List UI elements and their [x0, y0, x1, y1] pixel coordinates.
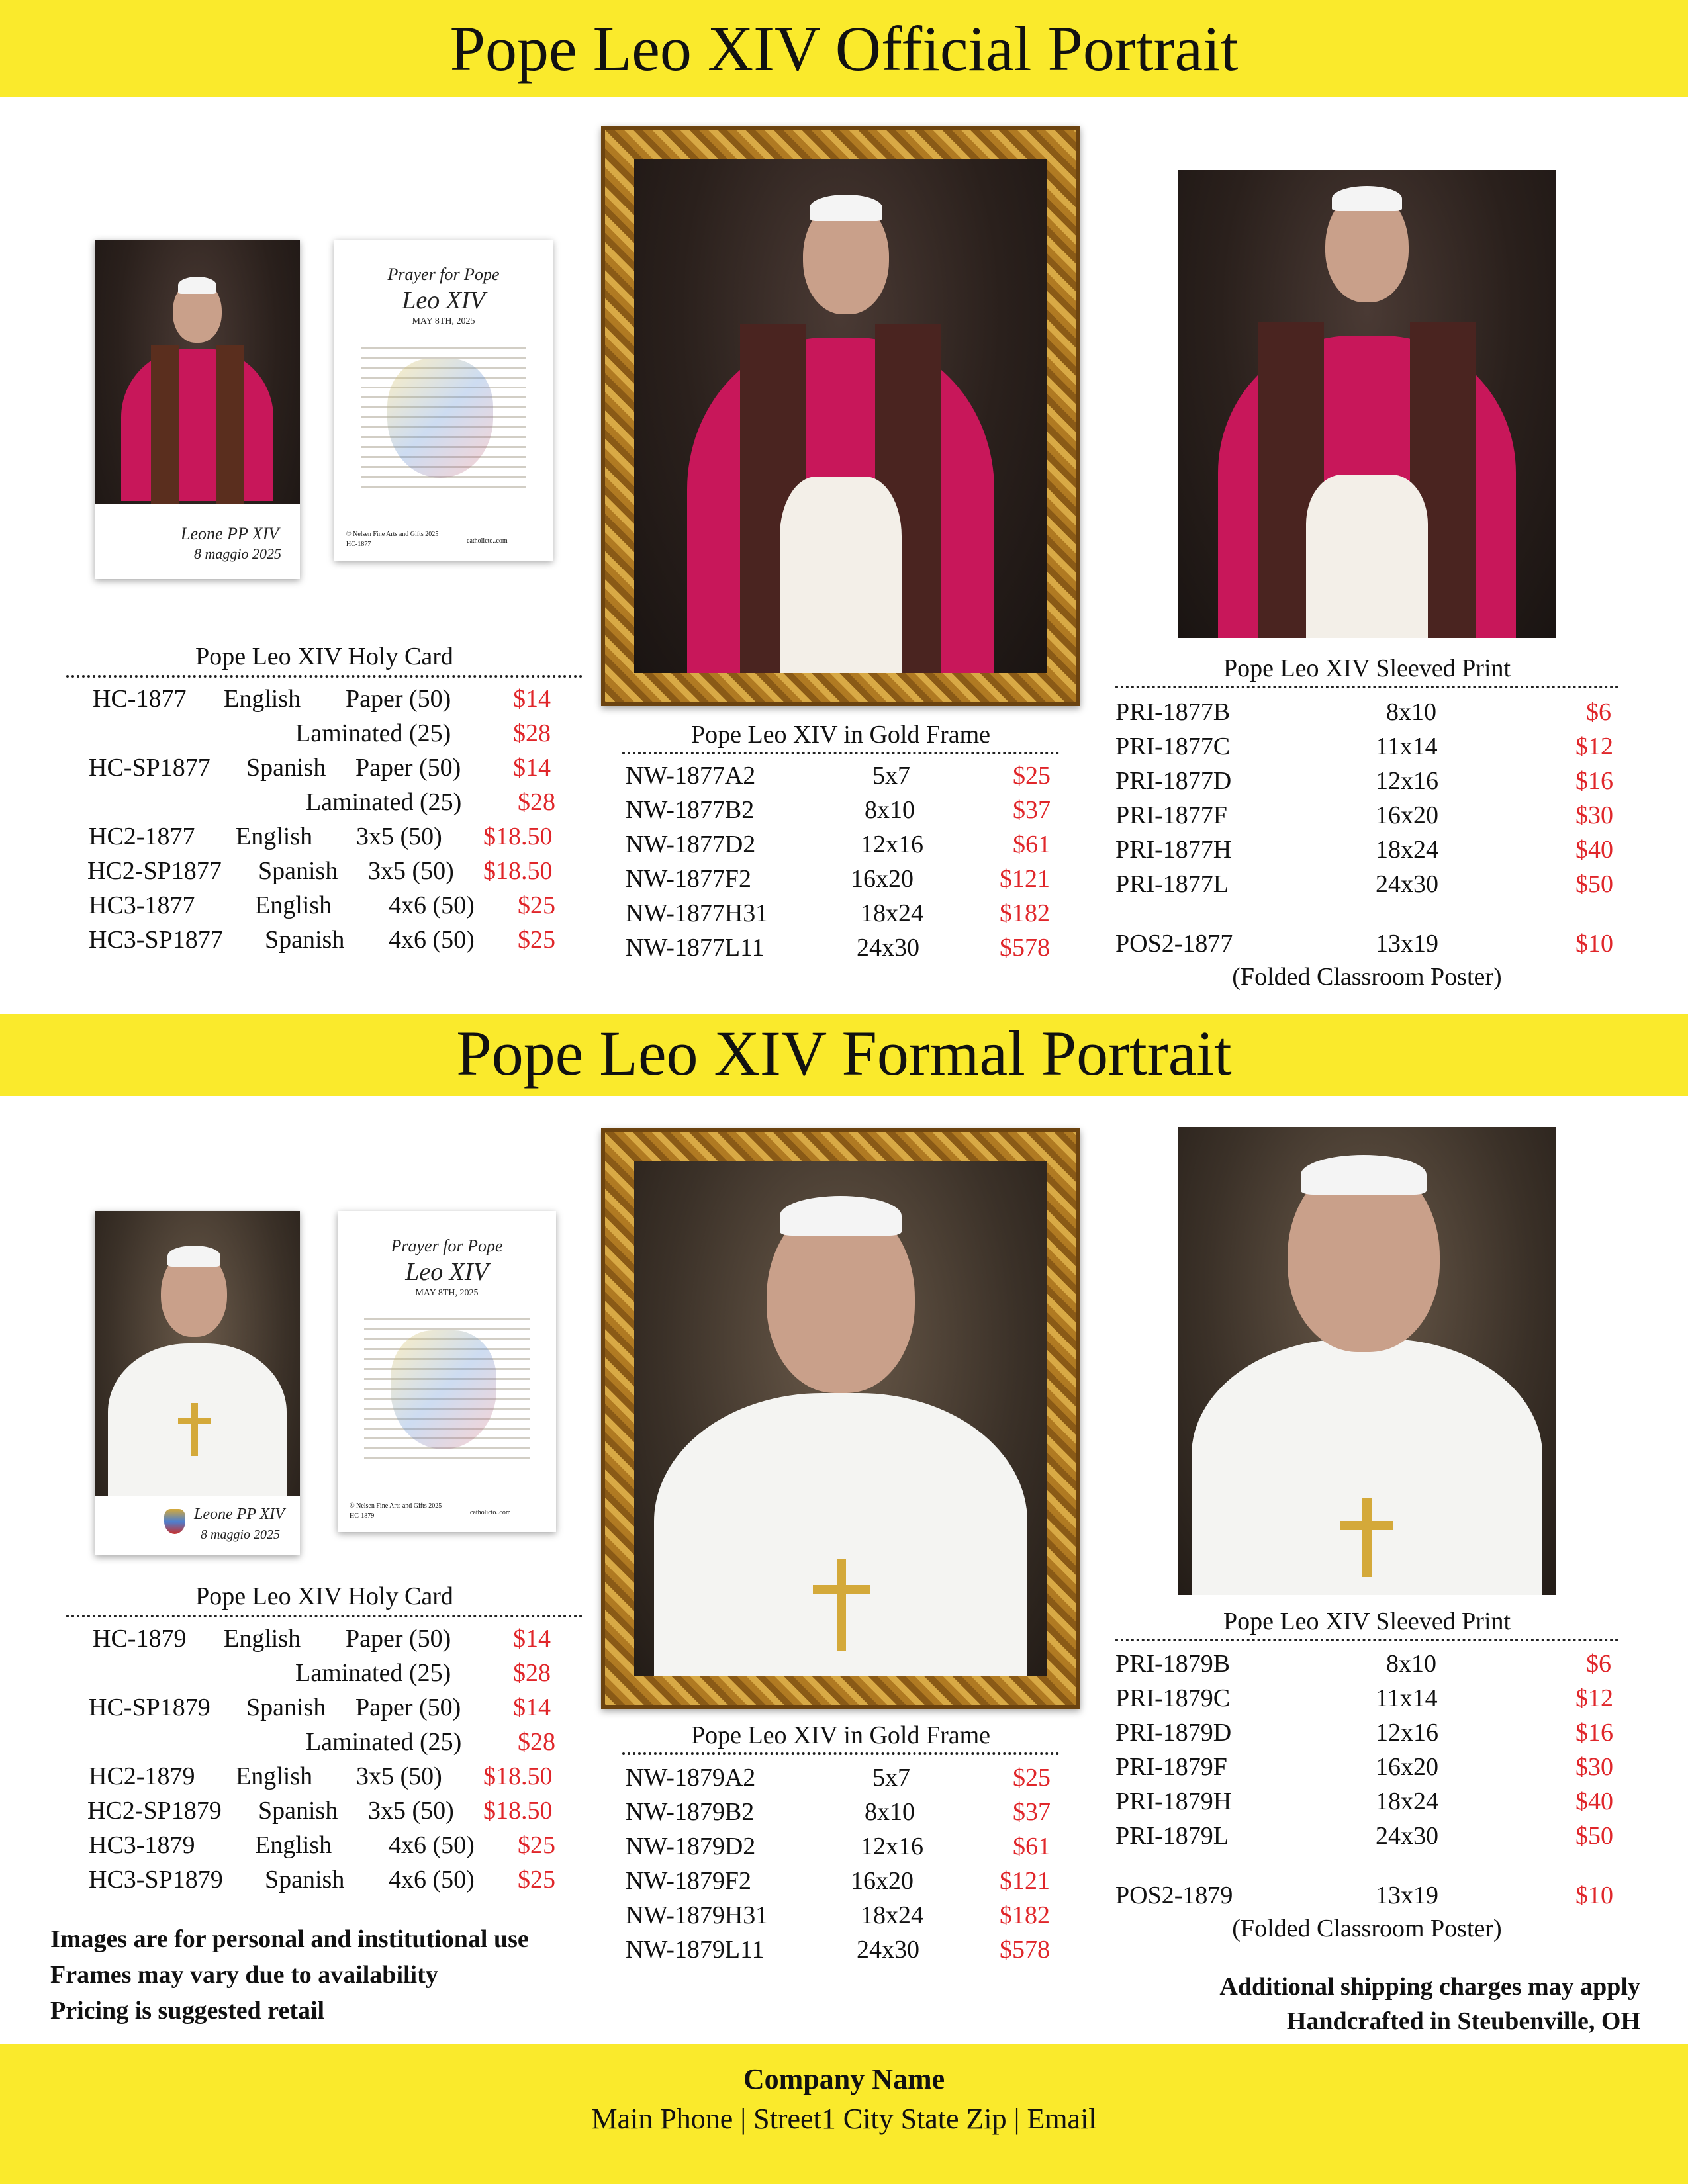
note-pricing: Pricing is suggested retail — [50, 1997, 325, 2025]
card-code: HC-1879 — [350, 1512, 375, 1520]
table-row: PRI-1879D 12x16 $16 — [1115, 1719, 1613, 1747]
sleeved-print-official[interactable] — [1178, 170, 1556, 638]
card-date: MAY 8TH, 2025 — [412, 316, 475, 326]
table-row: HC3-SP1877 Spanish 4x6 (50) $25 — [89, 926, 555, 954]
table-row: HC2-SP1879 Spanish 3x5 (50) $18.50 — [87, 1797, 553, 1825]
card-copyright: © Nelsen Fine Arts and Gifts 2025 — [350, 1502, 442, 1510]
table-row: PRI-1879L 24x30 $50 — [1115, 1822, 1613, 1850]
sleeved-print-formal[interactable] — [1178, 1127, 1556, 1595]
note-shipping: Additional shipping charges may apply — [1219, 1973, 1640, 2001]
table-row: NW-1879B2 8x10 $37 — [626, 1798, 1051, 1826]
card-signature: Leone PP XIV — [181, 524, 279, 543]
table-row: HC-1877 English Paper (50) $14 — [93, 685, 551, 713]
section-title-official: Pope Leo XIV Official Portrait — [449, 13, 1239, 84]
table-row: HC3-SP1879 Spanish 4x6 (50) $25 — [89, 1866, 555, 1893]
table-row: NW-1877B2 8x10 $37 — [626, 796, 1051, 824]
table-divider — [66, 1615, 583, 1617]
table-divider — [1115, 1639, 1618, 1641]
table-row: HC3-1877 English 4x6 (50) $25 — [89, 891, 555, 919]
holy-card-back-official[interactable] — [334, 240, 553, 561]
poster-row: POS2-1879 13x19 $10 — [1115, 1882, 1613, 1909]
footer-contact: Main Phone | Street1 City State Zip | Email — [591, 2103, 1097, 2135]
card-website: catholicto..com — [470, 1509, 511, 1516]
table-row: HC2-SP1877 Spanish 3x5 (50) $18.50 — [87, 857, 553, 885]
card-signature-date: 8 maggio 2025 — [194, 545, 281, 562]
note-personal-use: Images are for personal and institutional use — [50, 1925, 529, 1953]
table-row: PRI-1877B 8x10 $6 — [1115, 698, 1611, 726]
table-row: HC2-1877 English 3x5 (50) $18.50 — [89, 823, 553, 850]
note-handcrafted: Handcrafted in Steubenville, OH — [1286, 2007, 1640, 2035]
table-row: Laminated (25) $28 — [306, 1728, 555, 1756]
coat-of-arms-icon — [164, 1509, 185, 1534]
table-row: NW-1879D2 12x16 $61 — [626, 1833, 1051, 1860]
holy-card-front-official[interactable] — [95, 240, 300, 579]
table-divider — [1115, 686, 1618, 688]
footer-company-name: Company Name — [743, 2063, 945, 2095]
card-signature: Leone PP XIV — [194, 1506, 285, 1523]
card-copyright: © Nelsen Fine Arts and Gifts 2025 — [346, 531, 439, 538]
holy-card-back-formal[interactable] — [338, 1211, 556, 1532]
table-row: NW-1879L11 24x30 $578 — [626, 1936, 1050, 1964]
card-prayer-for: Prayer for Pope — [387, 265, 500, 284]
sleeved-print-table-title: Pope Leo XIV Sleeved Print — [1223, 1608, 1511, 1635]
table-row: PRI-1879C 11x14 $12 — [1115, 1684, 1613, 1712]
holy-card-table-title: Pope Leo XIV Holy Card — [195, 1582, 453, 1610]
table-row: PRI-1877D 12x16 $16 — [1115, 767, 1613, 795]
gold-frame-portrait-official[interactable] — [601, 126, 1080, 706]
table-row: HC3-1879 English 4x6 (50) $25 — [89, 1831, 555, 1859]
card-date: MAY 8TH, 2025 — [415, 1288, 479, 1298]
table-row: Laminated (25) $28 — [295, 719, 551, 747]
table-row: NW-1877H31 18x24 $182 — [626, 899, 1050, 927]
holy-card-table-title: Pope Leo XIV Holy Card — [195, 643, 453, 670]
table-row: NW-1877F2 16x20 $121 — [626, 865, 1050, 893]
table-row: PRI-1879B 8x10 $6 — [1115, 1650, 1611, 1678]
table-row: Laminated (25) $28 — [295, 1659, 551, 1687]
note-frames-vary: Frames may vary due to availability — [50, 1961, 438, 1989]
table-row: NW-1877A2 5x7 $25 — [626, 762, 1051, 790]
card-signature-date: 8 maggio 2025 — [201, 1527, 280, 1542]
table-row: HC2-1879 English 3x5 (50) $18.50 — [89, 1762, 553, 1790]
holy-card-front-formal[interactable] — [95, 1211, 300, 1555]
table-row: PRI-1877H 18x24 $40 — [1115, 836, 1613, 864]
poster-note: (Folded Classroom Poster) — [1232, 1915, 1502, 1942]
table-row: PRI-1879H 18x24 $40 — [1115, 1788, 1613, 1815]
coat-of-arms-watermark-icon — [391, 1330, 496, 1449]
table-row: NW-1879A2 5x7 $25 — [626, 1764, 1051, 1792]
sleeved-print-table-title: Pope Leo XIV Sleeved Print — [1223, 655, 1511, 682]
poster-row: POS2-1877 13x19 $10 — [1115, 930, 1613, 958]
table-divider — [66, 675, 583, 678]
card-website: catholicto..com — [467, 537, 508, 545]
gold-frame-table-title: Pope Leo XIV in Gold Frame — [690, 721, 991, 749]
table-row: NW-1879H31 18x24 $182 — [626, 1901, 1050, 1929]
coat-of-arms-watermark-icon — [387, 359, 493, 478]
table-row: Laminated (25) $28 — [306, 788, 555, 816]
gold-frame-table-title: Pope Leo XIV in Gold Frame — [690, 1721, 991, 1749]
table-row: PRI-1877F 16x20 $30 — [1115, 801, 1613, 829]
poster-note: (Folded Classroom Poster) — [1232, 963, 1502, 991]
table-row: NW-1877L11 24x30 $578 — [626, 934, 1050, 962]
gold-frame-portrait-formal[interactable] — [601, 1128, 1080, 1709]
table-row: NW-1877D2 12x16 $61 — [626, 831, 1051, 858]
table-row: PRI-1877L 24x30 $50 — [1115, 870, 1613, 898]
section-title-formal: Pope Leo XIV Formal Portrait — [456, 1018, 1232, 1089]
card-pope-name: Leo XIV — [402, 287, 485, 314]
table-row: HC-SP1877 Spanish Paper (50) $14 — [89, 754, 551, 782]
table-row: NW-1879F2 16x20 $121 — [626, 1867, 1050, 1895]
card-code: HC-1877 — [346, 541, 371, 548]
card-prayer-for: Prayer for Pope — [391, 1236, 503, 1255]
card-pope-name: Leo XIV — [405, 1258, 489, 1286]
table-row: PRI-1879F 16x20 $30 — [1115, 1753, 1613, 1781]
table-row: PRI-1877C 11x14 $12 — [1115, 733, 1613, 760]
table-row: HC-1879 English Paper (50) $14 — [93, 1625, 551, 1653]
table-row: HC-SP1879 Spanish Paper (50) $14 — [89, 1694, 551, 1721]
